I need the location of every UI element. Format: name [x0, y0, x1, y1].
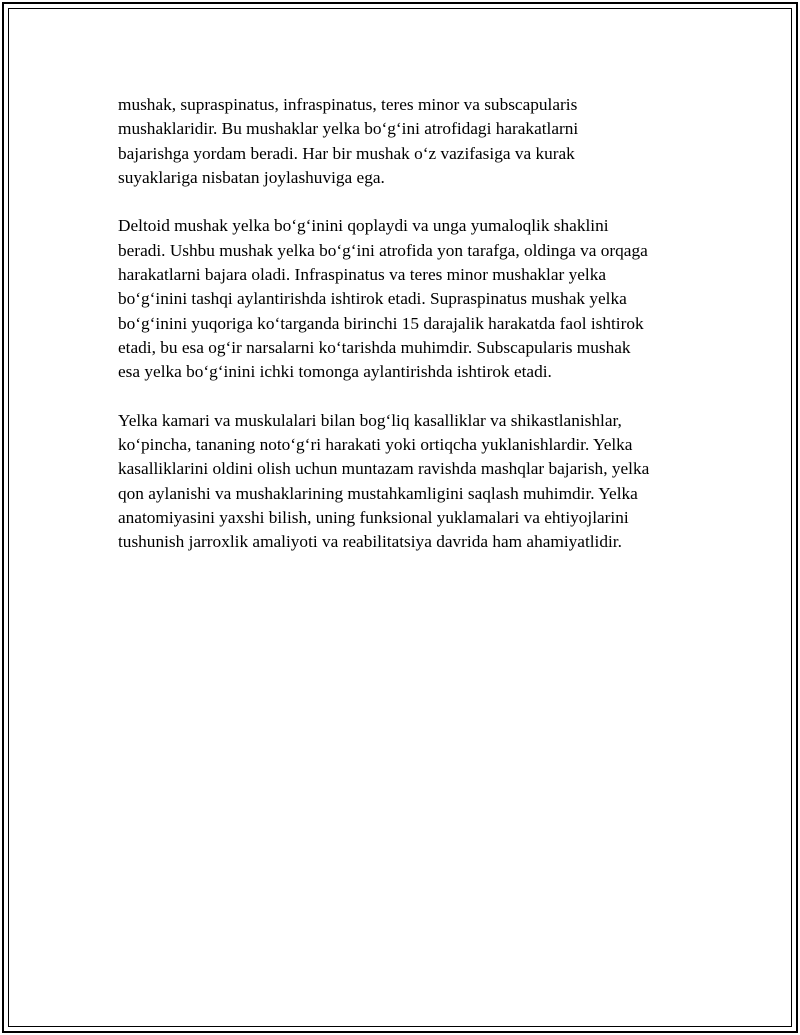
document-body: [118, 93, 688, 579]
paragraph-3: Yelka kamari va muskulalari bilan bog‘liq kasalliklar va shikastlanishlar, ko‘pincha, tananing noto‘g‘ri harakati yoki ortiqcha yuklanishlardir. Yelka kasalliklarini oldini olish uchun muntazam ravishda mashqlar bajarish, yelka qon aylanishi va mushaklarining mustahkamligini saqlash muhimdir. Yelka anatomiyasini yaxshi bilish, uning funksional yuklamalari va ehtiyojlarini tushunish jarroxlik amaliyoti va reabilitatsiya davrida ham ahamiyatlidir.: [118, 410, 650, 552]
paragraph-1: mushak, supraspinatus, infraspinatus, teres minor va subscapularis mushaklaridir. Bu mushaklar yelka bo‘g‘ini atrofidagi harakatlarni bajarishga yordam beradi. Har bir mushak o‘z vazifasiga va kurak suyaklariga nisbatan joylashuviga ega.: [118, 95, 579, 187]
paragraph-2: Deltoid mushak yelka bo‘g‘inini qoplaydi va unga yumaloqlik shaklini beradi. Ushbu mushak yelka bo‘g‘ini atrofida yon tarafga, oldinga va orqaga harakatlarni bajara oladi. Infraspinatus va teres minor mushaklar yelka bo‘g‘inini tashqi aylantirishda ishtirok etadi. Supraspinatus mushak yelka bo‘g‘inini yuqoriga ko‘targanda birinchi 15 darajalik harakatda faol ishtirok etadi, bu esa og‘ir narsalarni ko‘tarishda muhimdir. Subscapularis mushak esa yelka bo‘g‘inini ichki tomonga aylantirishda ishtirok etadi.: [118, 216, 648, 382]
